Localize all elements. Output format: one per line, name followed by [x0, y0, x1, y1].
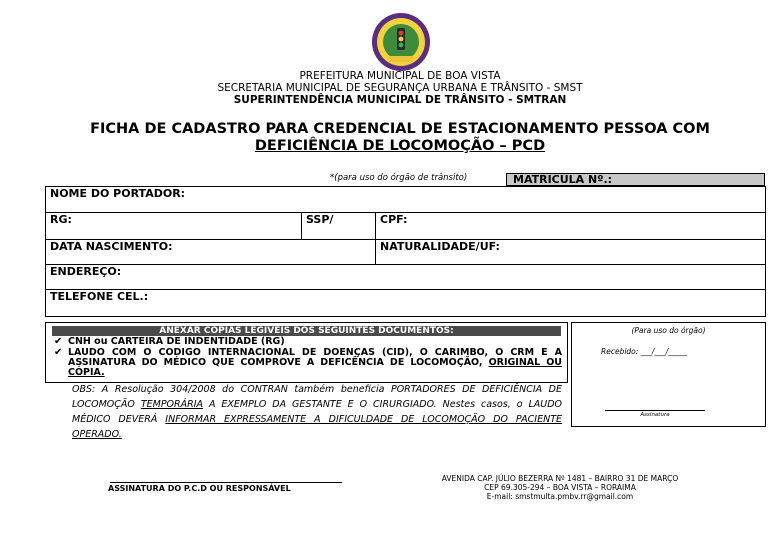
signature-line	[605, 410, 705, 411]
address-line-1: AVENIDA CAP. JÚLIO BEZERRA Nº 1481 – BAIRRO 31 DE MARÇO	[441, 474, 679, 483]
matricula-field[interactable]: MATRICULA Nº.:	[506, 173, 765, 186]
header-line-superintendencia: SUPERINTENDÊNCIA MUNICIPAL DE TRÂNSITO - SMTRAN	[233, 94, 567, 106]
document-item-1-text: CNH ou CARTEIRA DE INDENTIDADE (RG)	[68, 336, 285, 347]
form-title-line2-text: DEFICIÊNCIA DE LOCOMOÇÃO – PCD	[254, 138, 546, 154]
document-item-1	[54, 336, 562, 347]
org-use-box	[571, 322, 766, 427]
assinatura-label: Assinatura	[640, 412, 670, 418]
document-item-2-text: LAUDO COM O CODIGO INTERNACIONAL DE DOENÇAS (CID), O CARIMBO, O CRM E A ASSINATURA DO MÉDICO QUE COMPROVE A DEFICÊNCIA DE LOCOMOÇÃO,	[68, 347, 562, 368]
document-item-2	[54, 347, 563, 378]
obs-paragraph	[72, 382, 562, 442]
org-use-title: (Para uso do órgão)	[631, 326, 706, 335]
obs-text-underlined: INFORMAR EXPRESSAMENTE A DIFICULDADE DE LOCOMOÇÃO DO PACIENTE OPERADO.	[72, 414, 562, 440]
registration-form	[45, 186, 766, 317]
obs-text-1: OBS: A Resolução 304/2008 do CONTRAN também beneficia PORTADORES DE DEFICIÊNCIA DE LOCOMOÇÃO	[72, 384, 562, 410]
divider	[301, 213, 302, 239]
label-nascimento: DATA NASCIMENTO:	[50, 240, 173, 253]
pcd-signature-label: ASSINATURA DO P.C.D OU RESPONSÁVEL	[108, 484, 291, 493]
row-endereco[interactable]	[46, 265, 765, 290]
row-rg-cpf	[46, 213, 765, 240]
form-title-line2	[60, 138, 740, 155]
form-title-line1: FICHA DE CADASTRO PARA CREDENCIAL DE ESTACIONAMENTO PESSOA COM	[90, 121, 710, 137]
checkmark-icon: ✔	[54, 347, 63, 358]
obs-text-2: A EXEMPLO DA GESTANTE E O CIRURGIADO. Nestes casos, o LAUDO MÉDICO DEVERÁ	[72, 399, 562, 425]
row-nome[interactable]	[46, 187, 765, 213]
label-ssp: SSP/	[306, 213, 334, 226]
documents-heading: ANEXAR COPIAS LEGIVEIS DOS SEGUINTES DOCUMENTOS:	[52, 326, 561, 336]
obs-text-temporaria: TEMPORÁRIA	[140, 399, 204, 410]
row-telefone[interactable]	[46, 290, 765, 317]
office-use-note: *(para uso do órgão de trânsito)	[330, 173, 468, 183]
header-line-secretaria: SECRETARIA MUNICIPAL DE SEGURANÇA URBANA E TRÂNSITO - SMST	[217, 82, 583, 94]
email-line: E-mail: smstmulta.pmbv.rr@gmail.com	[486, 492, 634, 501]
label-nome: NOME DO PORTADOR:	[50, 187, 186, 200]
pcd-signature-line	[110, 482, 342, 483]
divider	[375, 240, 376, 264]
documents-box	[45, 322, 568, 383]
footer-address	[400, 474, 720, 501]
address-line-2: CEP 69.305-294 – BOA VISTA – RORAIMA	[484, 483, 636, 492]
document-item-2-emphasis: ORIGINAL OU CÓPIA.	[68, 357, 563, 378]
label-telefone: TELEFONE CEL.:	[50, 290, 149, 303]
label-cpf: CPF:	[380, 213, 408, 226]
label-naturalidade: NATURALIDADE/UF:	[380, 240, 500, 253]
header-line-prefeitura: PREFEITURA MUNICIPAL DE BOA VISTA	[299, 70, 501, 82]
checkmark-icon: ✔	[54, 336, 63, 347]
divider	[375, 213, 376, 239]
municipal-seal-logo	[371, 12, 431, 72]
recebido-field[interactable]: Recebido: ___/___/_____	[601, 347, 687, 356]
label-rg: RG:	[50, 213, 72, 226]
label-endereco: ENDEREÇO:	[50, 265, 122, 278]
row-nascimento	[46, 240, 765, 265]
